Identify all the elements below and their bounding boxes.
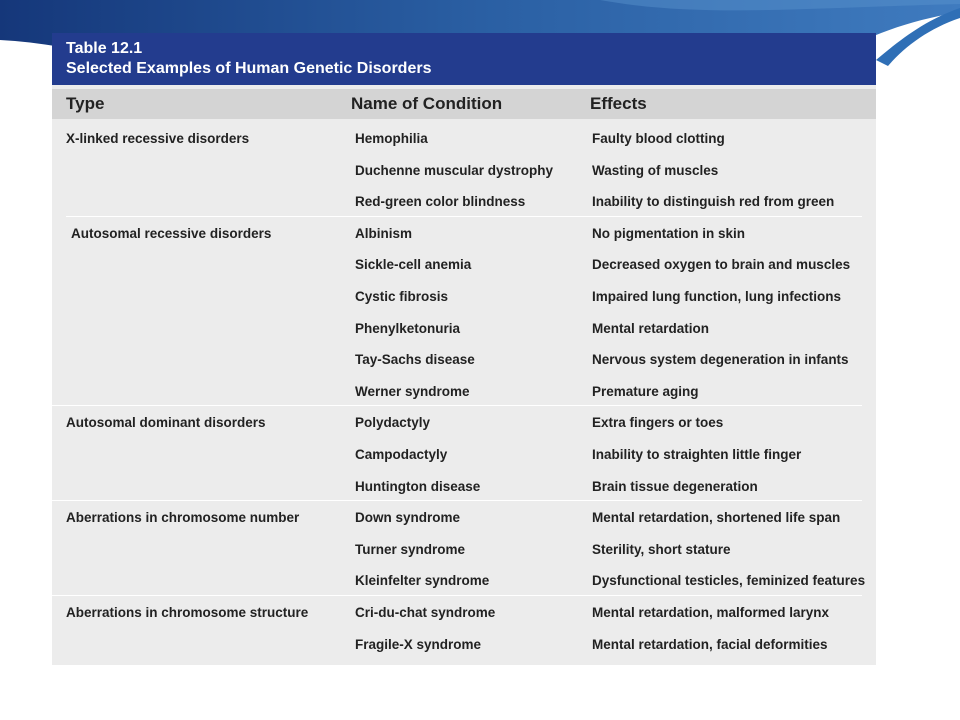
condition-name: Sickle-cell anemia — [355, 257, 472, 273]
condition-effect: Wasting of muscles — [592, 162, 719, 178]
condition-effect: Inability to straighten little finger — [592, 447, 802, 462]
table-body — [52, 119, 876, 665]
condition-effect: Sterility, short stature — [592, 541, 731, 557]
condition-name: Werner syndrome — [355, 383, 470, 399]
condition-name: Campodactyly — [355, 447, 448, 462]
table-number: Table 12.1 — [66, 40, 143, 57]
condition-effect: Faulty blood clotting — [592, 131, 725, 146]
disorder-type: Autosomal recessive disorders — [71, 225, 272, 241]
condition-name: Polydactyly — [355, 415, 431, 431]
condition-name: Hemophilia — [355, 131, 428, 146]
condition-name: Red-green color blindness — [355, 194, 526, 210]
condition-name: Kleinfelter syndrome — [355, 573, 490, 589]
table-title-bar — [52, 33, 876, 85]
table-title: Selected Examples of Human Genetic Disorders — [66, 60, 432, 77]
disorder-type: Aberrations in chromosome structure — [66, 605, 309, 620]
column-header-type: Type — [66, 94, 105, 113]
condition-name: Tay-Sachs disease — [355, 352, 475, 368]
condition-name: Huntington disease — [355, 478, 481, 494]
condition-name: Duchenne muscular dystrophy — [355, 162, 554, 178]
condition-effect: Decreased oxygen to brain and muscles — [592, 257, 851, 273]
group-divider — [52, 500, 862, 501]
condition-name: Cystic fibrosis — [355, 289, 449, 304]
condition-effect: Mental retardation — [592, 320, 710, 336]
genetic-disorders-table — [52, 33, 876, 665]
condition-effect: No pigmentation in skin — [592, 225, 746, 241]
condition-effect: Brain tissue degeneration — [592, 478, 758, 494]
condition-effect: Premature aging — [592, 383, 699, 399]
column-header-effects: Effects — [590, 94, 647, 113]
disorder-type: Autosomal dominant disorders — [66, 415, 266, 431]
condition-effect: Mental retardation, malformed larynx — [592, 605, 830, 620]
disorder-type: X-linked recessive disorders — [66, 131, 250, 146]
condition-effect: Mental retardation, facial deformities — [592, 636, 828, 652]
group-divider — [52, 595, 862, 596]
condition-name: Phenylketonuria — [355, 320, 461, 336]
column-header-condition: Name of Condition — [351, 94, 503, 113]
condition-effect: Mental retardation, shortened life span — [592, 510, 841, 526]
condition-name: Fragile-X syndrome — [355, 636, 482, 652]
condition-name: Turner syndrome — [355, 541, 466, 557]
disorder-type: Aberrations in chromosome number — [66, 510, 300, 526]
condition-name: Cri-du-chat syndrome — [355, 605, 496, 620]
condition-effect: Extra fingers or toes — [592, 415, 724, 431]
condition-name: Down syndrome — [355, 510, 461, 526]
group-divider — [52, 405, 862, 406]
table-header-row — [52, 89, 876, 119]
condition-name: Albinism — [355, 225, 413, 241]
condition-effect: Nervous system degeneration in infants — [592, 352, 849, 368]
group-divider — [66, 216, 862, 217]
condition-effect: Inability to distinguish red from green — [592, 194, 835, 210]
condition-effect: Impaired lung function, lung infections — [592, 289, 841, 304]
condition-effect: Dysfunctional testicles, feminized features — [592, 573, 866, 589]
